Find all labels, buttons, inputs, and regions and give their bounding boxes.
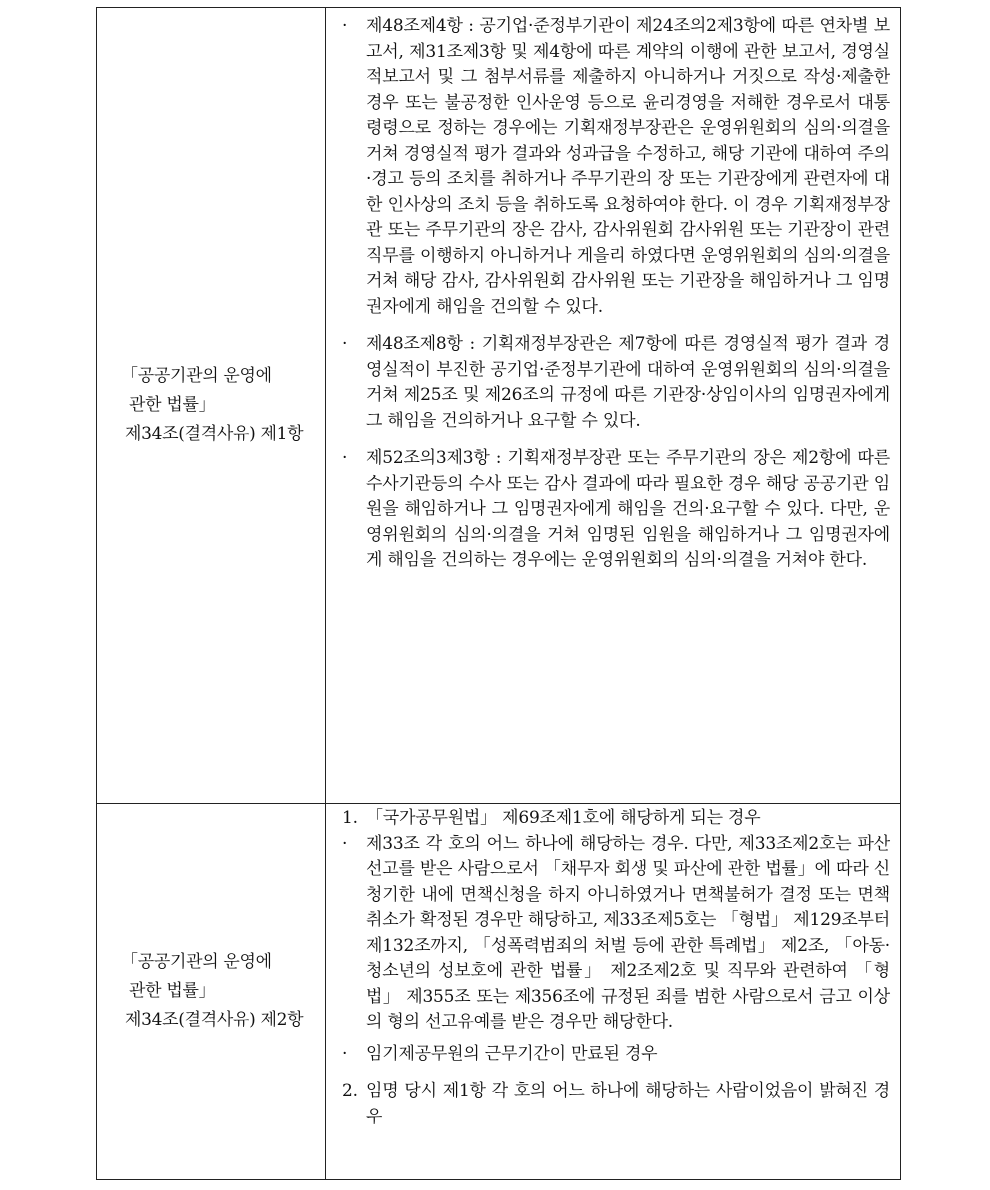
law-name-line2: 관한 법률」 — [129, 395, 216, 415]
law-name-line1: 「공공기관의 운영에 — [121, 366, 272, 386]
provision-item — [342, 14, 890, 320]
provision-text: 제52조의3제3항 : 기획재정부장관 또는 주무기관의 장은 제2항에 따른 수사기관등의 수사 또는 감사 결과에 따라 필요한 경우 해당 공공기관 임원을 해임하거나 그 임명권자에게 해임을 건의·요구할 수 있다. 다만, 운영위원회의 심의·의결을 거쳐 임명된 임원을 해임하거나 그 임명권자에게 해임을 건의하는 경우에는 운영위원회의 심의·의결을 거쳐야 한다. — [366, 448, 890, 570]
article-reference: 제34조(결격사유) 제2항 — [125, 1010, 304, 1030]
provision-text: 제48조제8항 : 기획재정부장관은 제7항에 따른 경영실적 평가 결과 경영실적이 부진한 공기업·준정부기관에 대하여 운영위원회의 심의·의결을 거쳐 제25조 및 제26조의 규정에 따른 기관장·상임이사의 임명권자에게 그 해임을 건의하거나 요구할 수 있다. — [366, 334, 890, 431]
law-reference-label — [97, 949, 325, 1034]
provision-text: 제33조 각 호의 어느 하나에 해당하는 경우. 다만, 제33조제2호는 파산선고를 받은 사람으로서 「채무자 회생 및 파산에 관한 법률」에 따라 신청기한 내에 면책신청을 하지 아니하였거나 면책불허가 결정 또는 면책 취소가 확정된 경우만 해당하고, 제33조제5호는 「형법」 제129조부터 제132조까지, 「성폭력범죄의 처벌 등에 관한 특례법」 제2조, 「아동·청소년의 성보호에 관한 법률」 제2조제2호 및 직무와 관련하여 「형법」 제355조 또는 제356조에 규정된 죄를 범한 사람으로서 금고 이상의 형의 선고유예를 받은 경우만 해당한다. — [366, 833, 890, 1032]
law-table — [96, 7, 901, 1180]
provision-item — [342, 1042, 890, 1068]
provision-text: 임명 당시 제1항 각 호의 어느 하나에 해당하는 사람이었음이 밝혀진 경우 — [366, 1081, 890, 1127]
number-marker: 1. — [342, 808, 358, 828]
law-reference-cell — [97, 804, 326, 1180]
law-name-line1: 「공공기관의 운영에 — [121, 952, 272, 972]
law-reference-label — [97, 363, 325, 448]
bullet-marker: · — [342, 334, 348, 354]
number-marker: 2. — [342, 1081, 358, 1101]
article-reference: 제34조(결격사유) 제1항 — [125, 424, 304, 444]
provision-item — [342, 832, 890, 1036]
provision-item — [342, 332, 890, 434]
bullet-marker: · — [342, 448, 348, 468]
law-name-line2: 관한 법률」 — [129, 981, 216, 1001]
provision-text: 「국가공무원법」 제69조제1호에 해당하게 되는 경우 — [366, 808, 761, 828]
provisions-cell — [326, 804, 901, 1180]
provision-item — [342, 806, 890, 832]
law-reference-cell — [97, 8, 326, 804]
provision-item — [342, 446, 890, 574]
provision-text: 제48조제4항 : 공기업·준정부기관이 제24조의2제3항에 따른 연차별 보고서, 제31조제3항 및 제4항에 따른 계약의 이행에 관한 보고서, 경영실적보고서 및 그 첨부서류를 제출하지 아니하거나 거짓으로 작성·제출한 경우 또는 불공정한 인사운영 등으로 윤리경영을 저해한 경우로서 대통령령으로 정하는 경우에는 기획재정부장관은 운영위원회의 심의·의결을 거쳐 경영실적 평가 결과와 성과급을 수정하고, 해당 기관에 대하여 주의·경고 등의 조치를 취하거나 주무기관의 장 또는 기관장에게 관련자에 대한 인사상의 조치 등을 취하도록 요청하여야 한다. 이 경우 기획재정부장관 또는 주무기관의 장은 감사, 감사위원회 감사위원 또는 기관장이 관련 직무를 이행하지 아니하거나 게을리 하였다면 운영위원회의 심의·의결을 거쳐 해당 감사, 감사위원회 감사위원 또는 기관장을 해임하거나 그 임명권자에게 해임을 건의할 수 있다. — [366, 16, 890, 317]
bullet-marker: · — [342, 1043, 348, 1064]
provision-text: 임기제공무원의 근무기간이 만료된 경우 — [366, 1043, 658, 1064]
provisions-cell — [326, 8, 901, 804]
table-row — [97, 804, 901, 1180]
bullet-marker: · — [342, 16, 348, 36]
table-row — [97, 8, 901, 804]
bullet-marker: · — [342, 833, 348, 854]
provision-item — [342, 1079, 890, 1130]
